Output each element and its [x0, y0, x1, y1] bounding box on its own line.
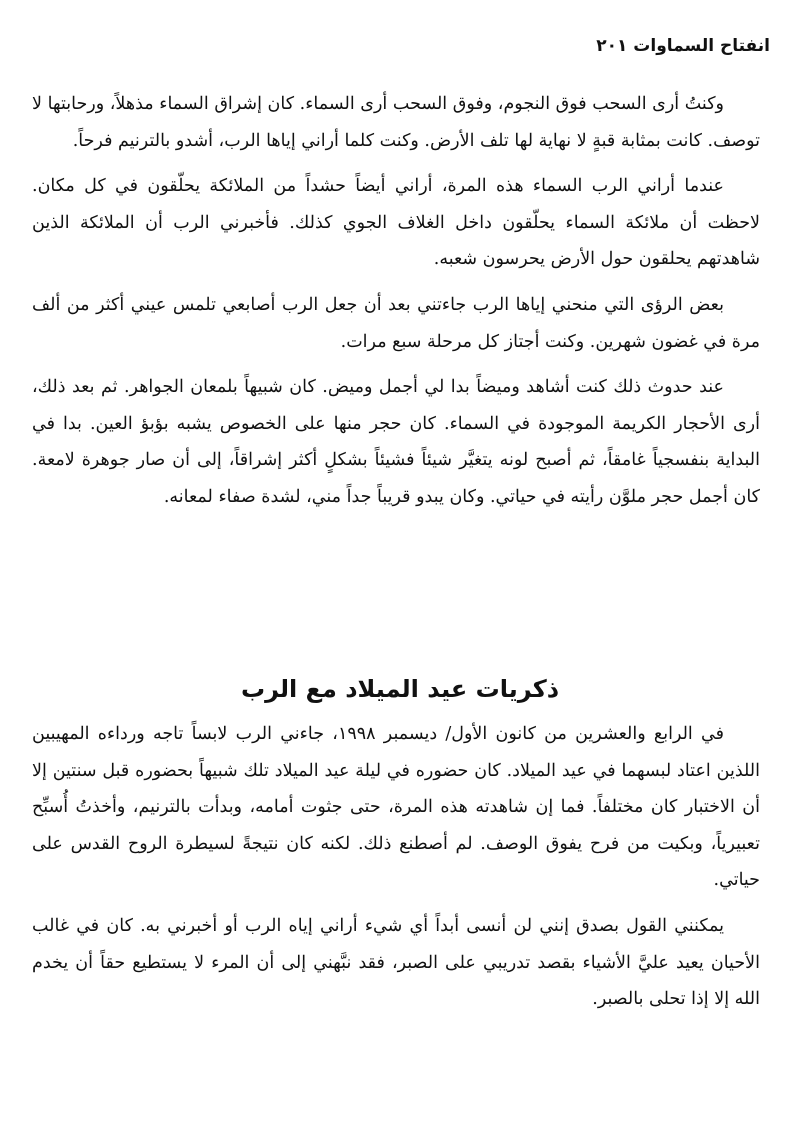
running-head-title: انفتاح السماوات [633, 36, 770, 56]
paragraph: يمكنني القول بصدق إنني لن أنسى أبداً أي شيء أراني إياه الرب أو أخبرني به. كان في غالب الأحيان يعيد عليَّ الأشياء بقصد تدريبي على الصبر، فقد نبَّهني إلى أن المرء لا يستطيع حقاً أن يخدم الله إلا إذا تحلى بالصبر. [32, 915, 760, 1010]
section-body-2 [32, 716, 760, 1027]
page-number: ٢٠١ [596, 36, 628, 56]
paragraph: بعض الرؤى التي منحني إياها الرب جاءتني بعد أن جعل الرب أصابعي تلمس عيني أكثر من ألف مرة في غضون شهرين. وكنت أجتاز كل مرحلة سبع مرات. [32, 294, 760, 352]
paragraph: عندما أراني الرب السماء هذه المرة، أراني أيضاً حشداً من الملائكة يحلّقون في كل مكان. لاحظت أن ملائكة السماء يحلّقون داخل الغلاف الجوي كذلك. فأخبرني الرب أن الملائكة الذين شاهدتهم يحلقون حول الأرض يحرسون شعبه. [32, 176, 760, 270]
section-heading: ذكريات عيد الميلاد مع الرب [240, 675, 560, 703]
running-head [30, 36, 770, 56]
paragraph: في الرابع والعشرين من كانون الأول/ ديسمبر ١٩٩٨، جاءني الرب لابساً تاجه ورداءه المهيبين اللذين اعتاد لبسهما في عيد الميلاد. كان حضوره في ليلة عيد الميلاد تلك شبيهاً بحضوره قبل سنتين إلا أن الاختبار كان مختلفاً. فما إن شاهدته هذه المرة، حتى جثوت أمامه، وبدأت بالترنيم، وأخذتُ أُسبِّح تعبيرياً، وبكيت من فرح يفوق الوصف. لم أصطنع ذلك. لكنه كان نتيجةً لسيطرة الروح القدس على حياتي. [32, 724, 760, 891]
paragraph: عند حدوث ذلك كنت أشاهد وميضاً بدا لي أجمل وميض. كان شبيهاً بلمعان الجواهر. ثم بعد ذلك، أرى الأحجار الكريمة الموجودة في السماء. كان حجر منها على الخصوص يشبه بؤبؤ العين. بدا في البداية بنفسجياً غامقاً، ثم أصبح لونه يتغيَّر شيئاً فشيئاً بشكلٍ أكثر إشراقاً، إلى أن صار جوهرة لامعة. كان أجمل حجر ملوَّن رأيته في حياتي. وكان يبدو قريباً جداً مني، لشدة صفاء لمعانه. [32, 377, 760, 507]
paragraph: وكنتُ أرى السحب فوق النجوم، وفوق السحب أرى السماء. كان إشراق السماء مذهلاً، ورحابتها لا توصف. كانت بمثابة قبةٍ لا نهاية لها تلف الأرض. وكنت كلما أراني إياها الرب، أشدو بالترنيم فرحاً. [32, 94, 760, 151]
section-body-1 [32, 86, 760, 525]
